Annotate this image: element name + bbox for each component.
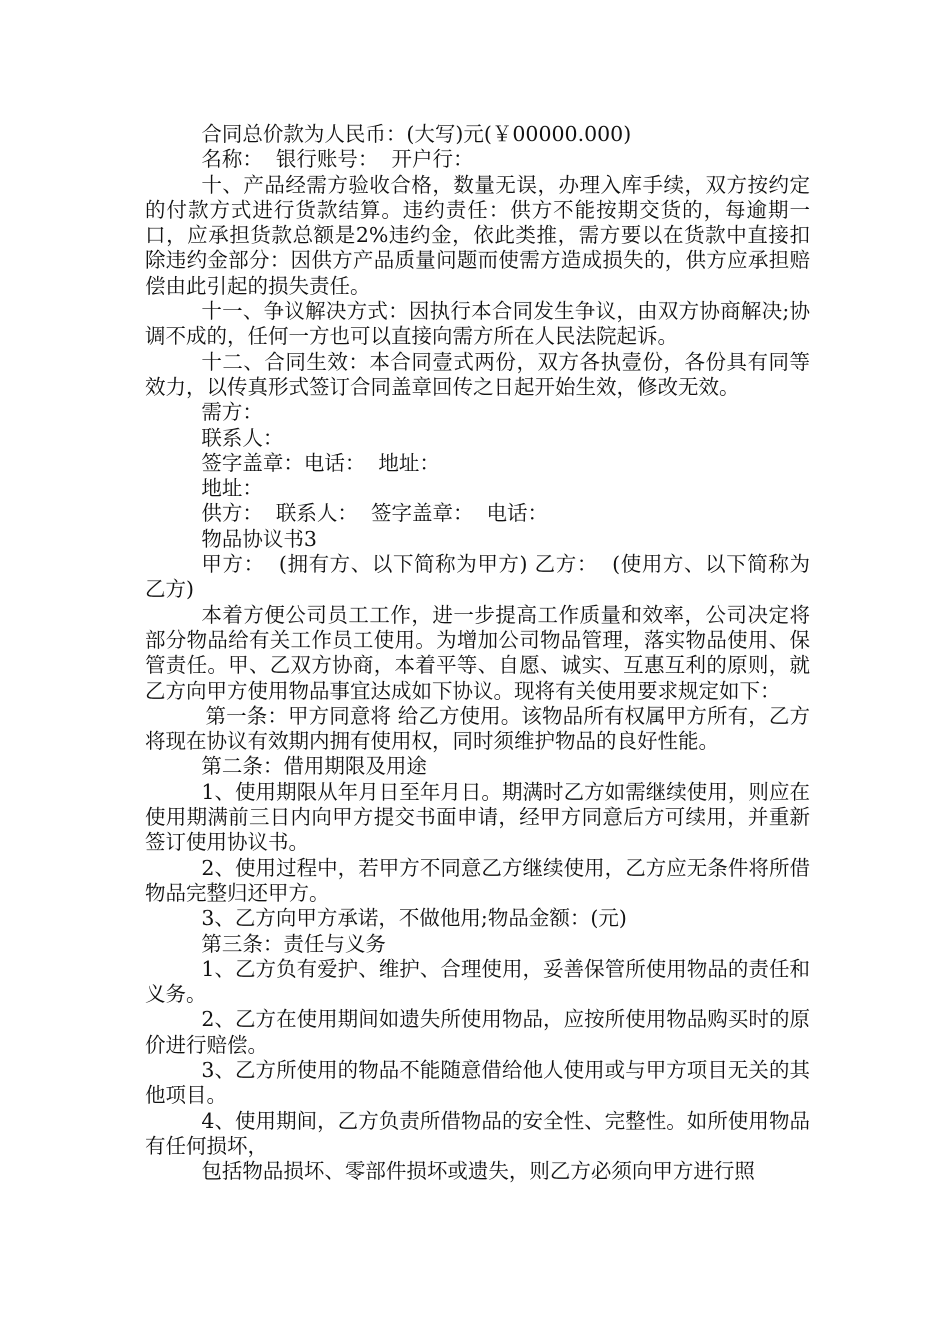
article-2-item-3: 3、乙方向甲方承诺，不做他用;物品金额：(元) [201,906,627,931]
article-3-item-4-continued: 包括物品损坏、零部件损坏或遗失，则乙方必须向甲方进行照 [201,1159,755,1184]
supplier-line: 供方： 联系人： 签字盖章： 电话： [201,501,548,526]
buyer-label: 需方： [201,400,263,425]
document-body [145,122,810,1184]
article-2-item-1: 1、使用期限从年月日至年月日。期满时乙方如需继续使用，则应在使用期满前三日内向甲方提交书面申请，经甲方同意后方可续用，并重新签订使用协议书。 [145,779,810,855]
article-2-heading: 第二条：借用期限及用途 [201,754,427,779]
article-3-item-4: 4、使用期间，乙方负责所借物品的安全性、完整性。如所使用物品有任何损坏， [145,1108,810,1158]
clause-12: 十二、合同生效：本合同壹式两份，双方各执壹份，各份具有同等效力，以传真形式签订合同盖章回传之日起开始生效，修改无效。 [145,349,810,399]
article-3-item-3: 3、乙方所使用的物品不能随意借给他人使用或与甲方项目无关的其他项目。 [145,1057,810,1108]
parties-line: 甲方： (拥有方、以下简称为甲方) 乙方： (使用方、以下简称为乙方) [145,552,810,602]
clause-11: 十一、争议解决方式：因执行本合同发生争议，由双方协商解决;协调不成的，任何一方也可以直接向需方所在人民法院起诉。 [145,299,810,349]
article-2-item-2: 2、使用过程中，若甲方不同意乙方继续使用，乙方应无条件将所借物品完整归还甲方。 [145,855,810,905]
article-1: 第一条：甲方同意将 给乙方使用。该物品所有权属甲方所有，乙方将现在协议有效期内拥有使用权，同时须维护物品的良好性能。 [145,703,810,754]
signature-phone-address-line: 签字盖章：电话： 地址： [201,450,440,475]
bank-info-line: 名称： 银行账号： 开户行： [201,147,474,172]
article-3-item-2: 2、乙方在使用期间如遗失所使用物品，应按所使用物品购买时的原价进行赔偿。 [145,1007,810,1057]
address-label: 地址： [201,476,263,501]
total-price-line: 合同总价款为人民币：(大写)元(￥00000.000) [201,122,632,146]
agreement-title: 物品协议书3 [201,526,317,551]
preamble: 本着方便公司员工工作，进一步提高工作质量和效率，公司决定将部分物品给有关工作员工使用。为增加公司物品管理，落实物品使用、保管责任。甲、乙双方协商，本着平等、自愿、诚实、互惠互利的原则，就乙方向甲方使用物品事宜达成如下协议。现将有关使用要求规定如下： [145,602,810,703]
article-3-item-1: 1、乙方负有爱护、维护、合理使用，妥善保管所使用物品的责任和义务。 [145,956,810,1007]
article-3-heading: 第三条：责任与义务 [201,931,386,956]
clause-10: 十、产品经需方验收合格，数量无误，办理入库手续，双方按约定的付款方式进行货款结算。违约责任：供方不能按期交货的，每逾期一口，应承担货款总额是2%违约金，依此类推，需方要以在货款中直接扣除违约金部分：因供方产品质量问题而使需方造成损失的，供方应承担赔偿由此引起的损失责任。 [145,172,810,298]
contact-label: 联系人： [201,425,284,450]
